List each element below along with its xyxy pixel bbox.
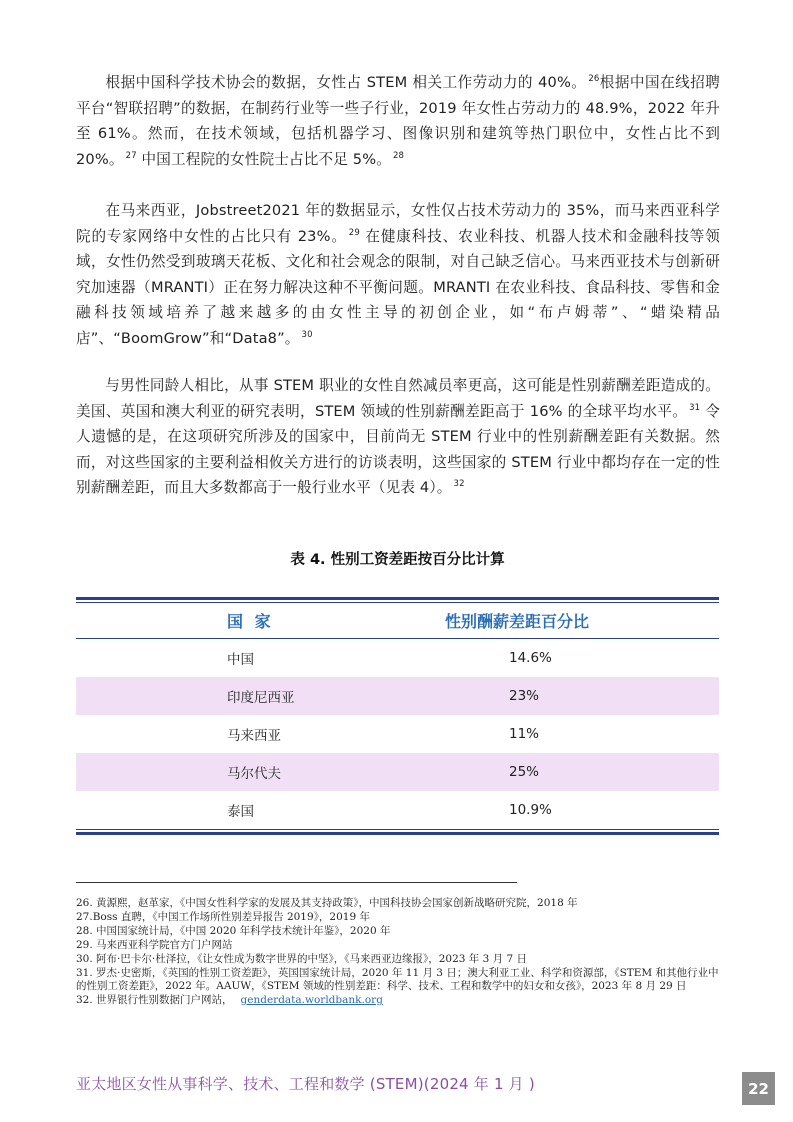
footnote-ref: 32 — [453, 479, 465, 490]
paragraph-text: 令人遗憾的是，在这项研究所涉及的国家中，目前尚无 STEM 行业中的性别薪酬差距有关数据。然而，对这些国家的主要利益相攸关方进行的访谈表明，这些国家的 STEM 行业中都均存在一定的性别薪酬差距，而且大多数都高于一般行业水平（见表 4）。 — [76, 402, 720, 497]
footnote-ref: 31 — [689, 402, 701, 413]
footnote-ref: 26 — [588, 74, 600, 84]
paragraph-text: 与男性同龄人相比，从事 STEM 职业的女性自然减员率更高，这可能是性别薪酬差距造成的。美国、英国和澳大利亚的研究表明，STEM 领域的性别薪酬差距高于 16% 的全球平均水平。 — [76, 377, 720, 420]
table-header-row — [76, 603, 719, 639]
country-cell: 中国 — [227, 652, 254, 668]
paragraph-pay-gap — [76, 373, 720, 501]
pay-gap-table — [76, 597, 719, 835]
footnote: 26. 黄源熙，赵革家，《中国女性科学家的发展及其支持政策》，中国科技协会国家创新战略研究院，2018 年 — [76, 897, 578, 909]
footnote-ref: 30 — [301, 329, 313, 340]
table-bottom-rule-thin — [76, 829, 719, 830]
paragraph-text: 根据中国在线招聘平台“智联招聘”的数据，在制药行业等一些子行业，2019 年女性占劳动力的 48.9%，2022 年升至 61%。然而，在技术领域，包括机器学习、图像识别和建筑等热门职位中，女性占比不到 20%。 — [76, 74, 721, 168]
country-cell: 印度尼西亚 — [227, 690, 295, 706]
table-row — [76, 791, 719, 829]
footer-title: 亚太地区女性从事科学、技术、工程和数学 (STEM)(2024 年 1 月 ) — [76, 1075, 535, 1093]
table-caption: 表 4. 性别工资差距按百分比计算 — [290, 552, 505, 568]
footnote: 27.Boss 直聘，《中国工作场所性别差异报告 2019》，2019 年 — [76, 910, 370, 923]
paragraph-malaysia — [76, 198, 720, 352]
footnote: 31. 罗杰·史密斯，《英国的性别工资差距》，英国国家统计局，2020 年 11 月 3 日；澳大利亚工业、科学和资源部，《STEM 和其他行业中的性别工资差距》，2022 年。AAUW，《STEM 领域的性别差距：科学、技术、工程和数学中的妇女和女孩》，2023 年 8 月 29 日 — [76, 966, 719, 993]
gender-data-link[interactable]: genderdata.worldbank.org — [240, 994, 383, 1007]
footnote: 29. 马来西亚科学院官方门户网站 — [76, 938, 233, 951]
country-cell: 马来西亚 — [227, 728, 281, 744]
header-pay-gap: 性别酬薪差距百分比 — [445, 612, 590, 631]
table-row — [76, 677, 719, 715]
footnote-32-text: 32. 世界银行性别数据门户网站， — [76, 994, 233, 1007]
table-row — [76, 753, 719, 791]
footnote — [76, 994, 720, 1008]
country-cell: 泰国 — [227, 804, 254, 820]
footnotes — [76, 897, 720, 1008]
footnote-ref: 27 — [125, 150, 137, 161]
paragraph-text: 在健康科技、农业科技、机器人技术和金融科技等领域，女性仍然受到玻璃天花板、文化和社会观念的限制，对自己缺乏信心。马来西亚技术与创新研究加速器（MRANTI）正在努力解决这种不平衡问题。MRANTI 在农业科技、食品科技、零售和金融科技领域培养了越来越多的由女性主导的初创企业，如“布卢姆蒂”、“蜡染精品店”、“BoomGrow”和“Data8”。 — [76, 227, 720, 347]
paragraph-china — [76, 70, 720, 172]
footnote-divider — [76, 882, 517, 883]
paragraph-text: 根据中国科学技术协会的数据，女性占 STEM 相关工作劳动力的 40%。 — [105, 74, 587, 91]
country-cell: 马尔代夫 — [227, 766, 281, 782]
footnote: 30. 阿布·巴卡尔·杜泽拉，《让女性成为数字世界的中坚》，《马来西亚边缘报》，2023 年 3 月 7 日 — [76, 952, 527, 965]
value-cell: 23% — [509, 688, 540, 704]
footnote-ref: 28 — [392, 150, 405, 161]
table-bottom-rule — [76, 832, 719, 835]
value-cell: 11% — [509, 726, 540, 742]
paragraph-text: 在马来西亚，Jobstreet2021 年的数据显示，女性仅占技术劳动力的 35%，而马来西亚科学院的专家网络中女性的占比只有 23%。 — [76, 202, 720, 245]
footnote: 28. 中国国家统计局，《中国 2020 年科学技术统计年鉴》，2020 年 — [76, 924, 391, 937]
page-number: 22 — [742, 1072, 775, 1105]
table-row — [76, 715, 719, 753]
header-country: 国 家 — [227, 612, 274, 631]
footnote-ref: 29 — [348, 227, 360, 238]
table-top-rule — [76, 597, 719, 600]
value-cell: 14.6% — [509, 650, 552, 666]
paragraph-text: 中国工程院的女性院士占比不足 5%。 — [136, 150, 391, 168]
table-row — [76, 639, 719, 677]
value-cell: 25% — [509, 764, 540, 780]
value-cell: 10.9% — [509, 802, 552, 818]
